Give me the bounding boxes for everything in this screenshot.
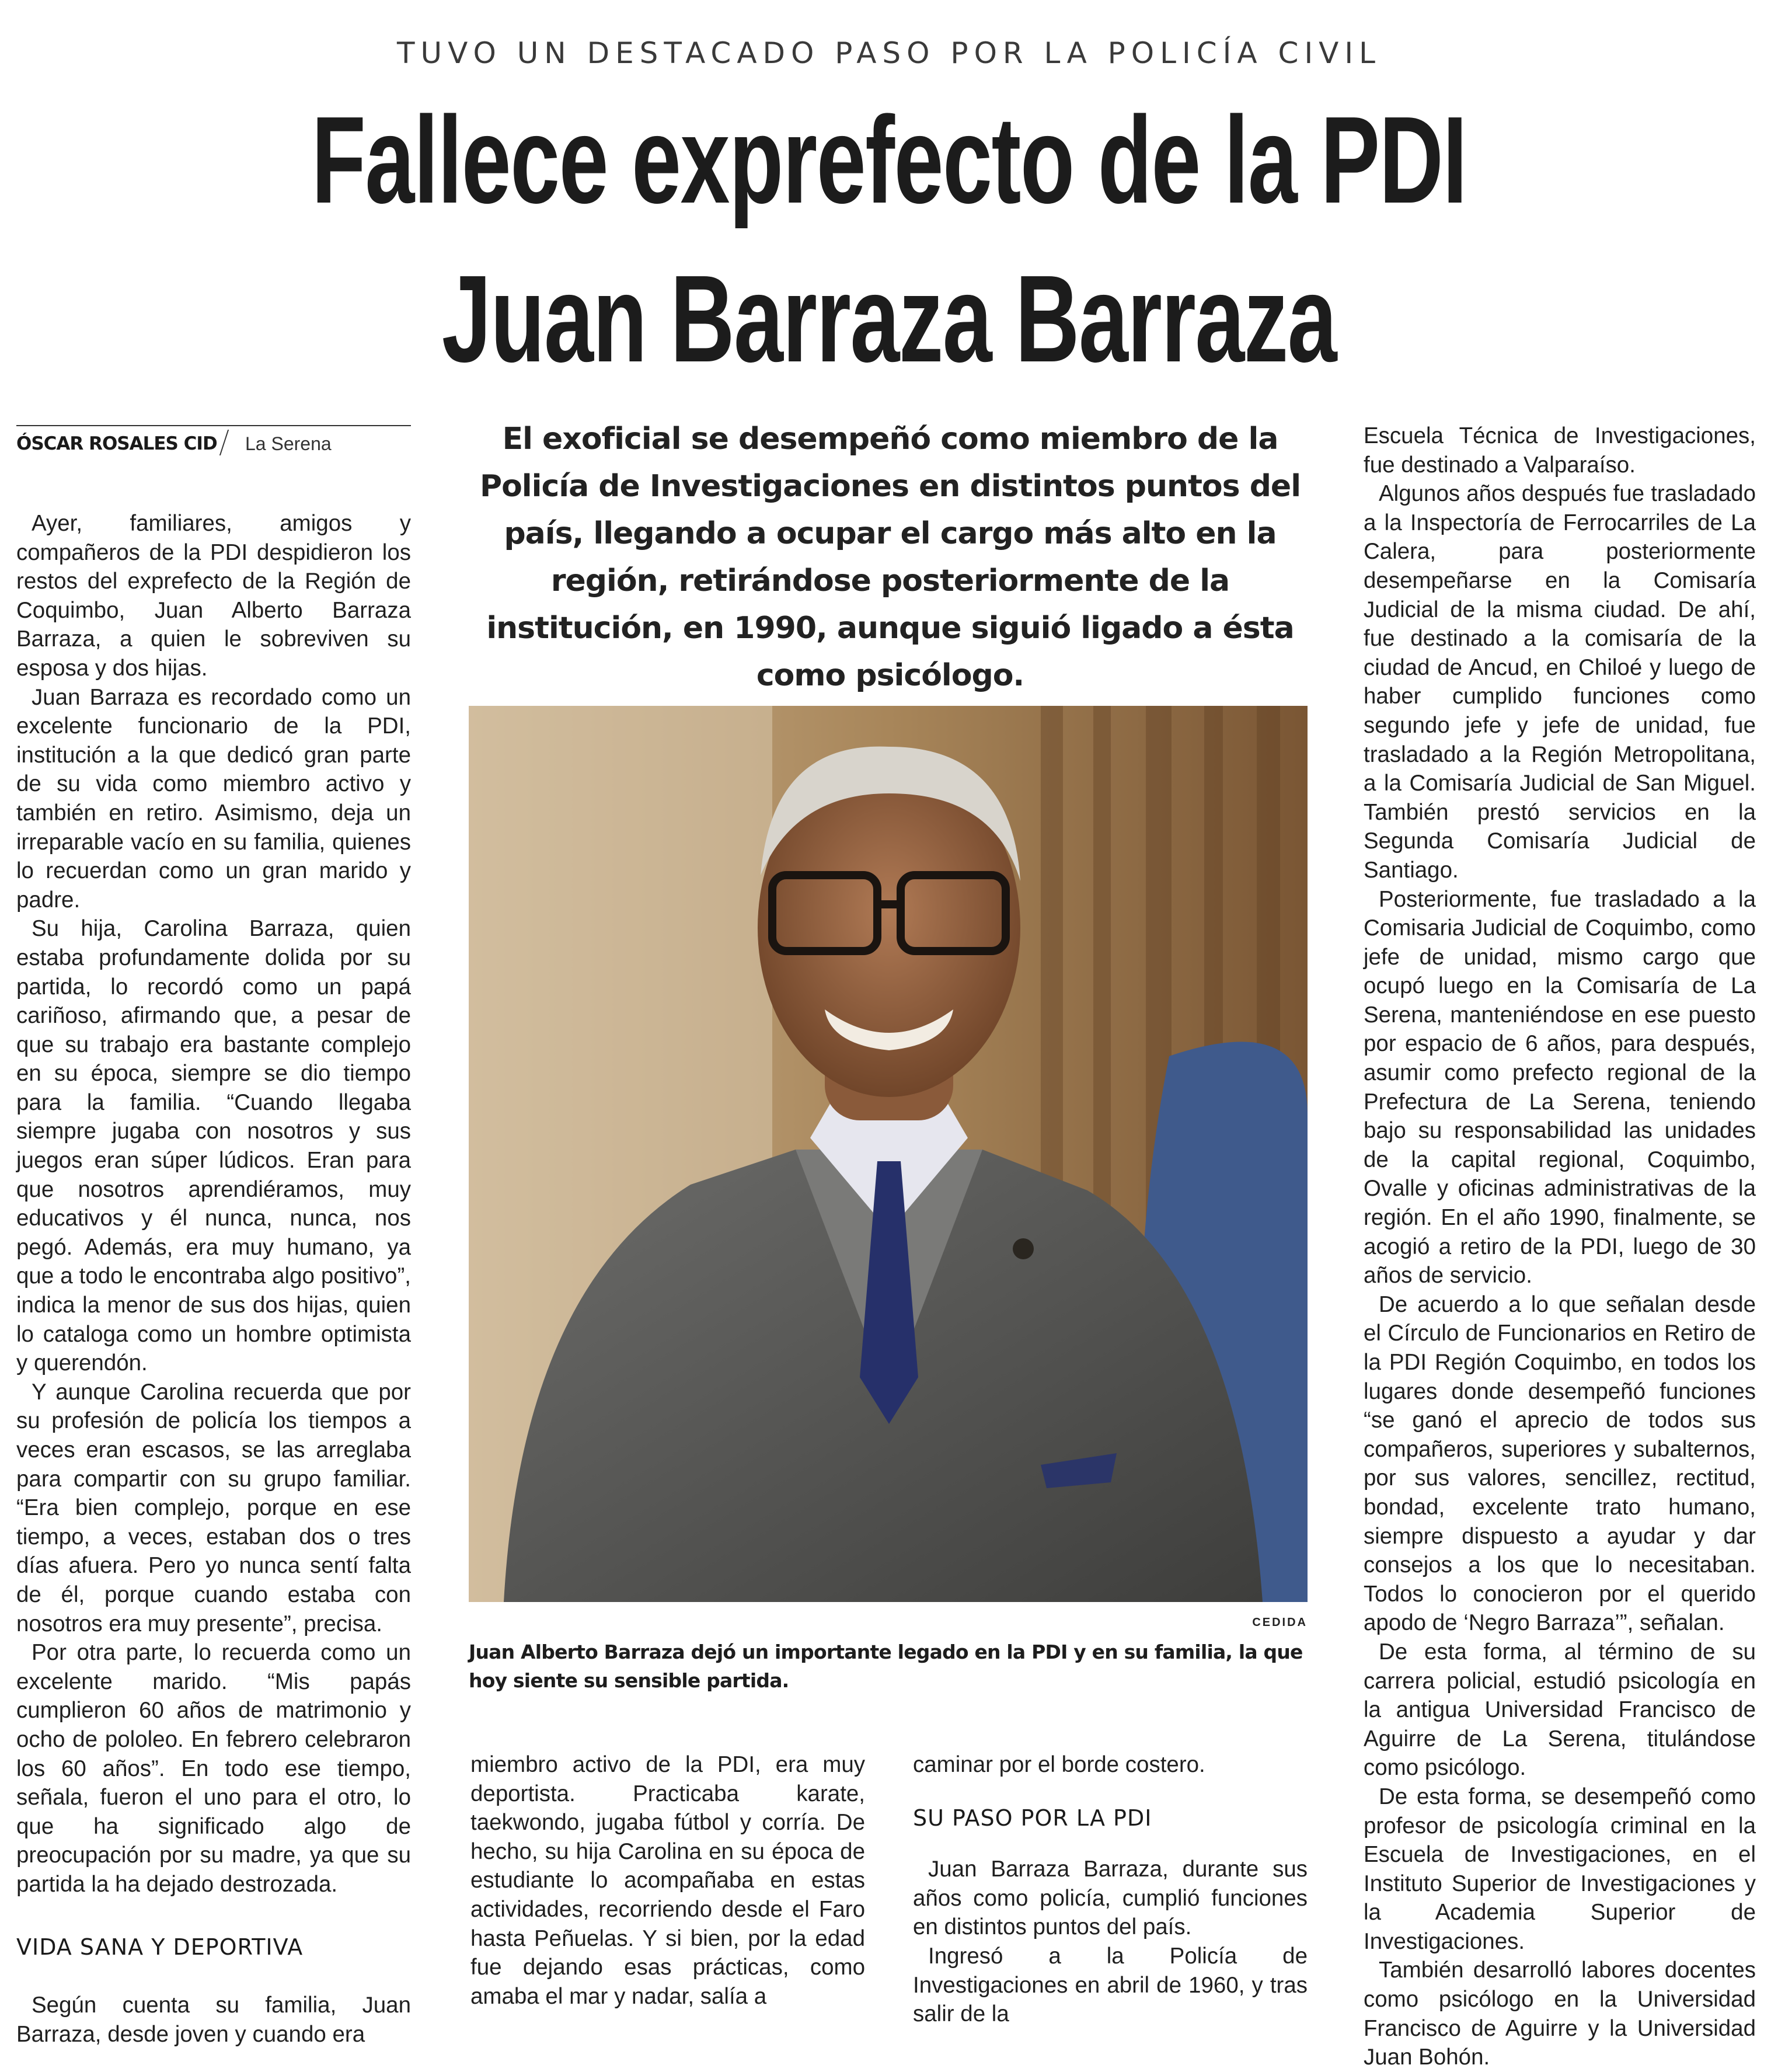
column-1-paragraph: Su hija, Carolina Barraza, quien estaba profundamente dolida por su partida, lo recordó como un papá cariñoso, afirmando que, a pesar de que su trabajo era bastante complejo en su época, siempre se dio tiempo para la familia. “Cuando llegaba siempre jugaba con nosotros y sus juegos eran súper lúdicos. Eran para que nosotros aprendiéramos, muy educativos y él nunca, nunca, nos pegó. Además, era muy humano, ya que a todo le encontraba algo positivo”, indica la menor de sus dos hijas, quien lo cataloga como un hombre optimista y querendón.	[16, 916, 411, 1376]
lead-paragraph: El exoficial se desempeñó como miembro de la Policía de Investigaciones en distintos puntos del país, llegando a ocupar el cargo más alto en la región, retirándose posteriormente de la institución, en 1990, aunque siguió ligado a ésta como psicólogo.	[479, 422, 1301, 693]
column-4-paragraph: De esta forma, se desempeñó como profesor de psicología criminal en la Escuela de Investigaciones, en el Instituto Superior de Investigaciones y la Academia Superior de Investigaciones.	[1364, 1784, 1756, 1954]
subhead-paso-pdi: SU PASO POR LA PDI	[913, 1805, 1152, 1831]
column-3	[913, 1750, 1308, 2029]
column-1-paragraph: Juan Barraza es recordado como un excelente funcionario de la PDI, institución a la que dedicó gran parte de su vida como miembro activo y también en retiro. Asimismo, deja un irreparable vacío en su familia, quienes lo recuerdan como un gran marido y padre.	[16, 684, 411, 913]
column-1-paragraph: Por otra parte, lo recuerda como un excelente marido. “Mis papás cumplieron 60 años de matrimonio y ocho de pololeo. En febrero celebraron los 60 años”. En todo ese tiempo, señala, fueron el uno para el otro, lo que ha significado algo de preocupación por su madre, ya que su partida la ha dejado destrozada.	[16, 1640, 411, 1897]
subhead-vida-sana: VIDA SANA Y DEPORTIVA	[16, 1934, 304, 1960]
column-4-paragraph: También desarrolló labores docentes como psicólogo en la Universidad Francisco de Aguirre y la Universidad Juan Bohón.	[1364, 1958, 1756, 2070]
kicker: TUVO UN DESTACADO PASO POR LA POLICÍA CIVIL	[396, 36, 1381, 70]
byline-author: ÓSCAR ROSALES CID	[16, 433, 217, 454]
headline	[249, 90, 1529, 416]
portrait-illustration	[469, 706, 1308, 1602]
column-1	[16, 509, 411, 2049]
headline-line-2: Juan Barraza Barraza	[441, 249, 1337, 388]
photo-caption: Juan Alberto Barraza dejó un importante legado en la PDI y en su familia, la que hoy siente su sensible partida.	[469, 1641, 1303, 1692]
photo-credit: CEDIDA	[1252, 1616, 1308, 1629]
portrait-photo	[469, 706, 1308, 1602]
byline-separator	[219, 430, 229, 455]
column-4	[1364, 422, 1756, 2072]
column-4-paragraph: Algunos años después fue trasladado a la Inspectoría de Ferrocarriles de La Calera, para posteriormente desempeñarse en la Comisaría Judicial de la misma ciudad. De ahí, fue destinado a la comisaría de la ciudad de Ancud, en Chiloé y luego de haber cumplido funciones como segundo jefe y jefe de unidad, fue trasladado a la Región Metropolitana, a la Comisaría Judicial de San Miguel. También prestó servicios en la Segunda Comisaría Judicial de Santiago.	[1364, 481, 1756, 883]
byline	[16, 425, 411, 460]
column-3-paragraph: Juan Barraza Barraza, durante sus años como policía, cumplió funciones en distintos puntos del país.	[913, 1857, 1308, 1940]
column-3-paragraph: Ingresó a la Policía de Investigaciones en abril de 1960, y tras salir de la	[913, 1943, 1308, 2027]
column-4-paragraph: Posteriormente, fue trasladado a la Comisaria Judicial de Coquimbo, como jefe de unidad, mismo cargo que ocupó luego en la Comisaría de La Serena, manteniéndose en ese puesto por espacio de 6 años, para después, asumir como prefecto regional de la Prefectura de La Serena, teniendo bajo su responsabilidad las unidades de la capital regional, Coquimbo, Ovalle y oficinas administrativas de la región. En el año 1990, finalmente, se acogió a retiro de la PDI, luego de 30 años de servicio.	[1364, 886, 1756, 1289]
column-4-paragraph: De esta forma, al término de su carrera policial, estudió psicología en la antigua Universidad Francisco de Aguirre de La Serena, titulándose como psicólogo.	[1364, 1639, 1756, 1781]
column-3-paragraph: caminar por el borde costero.	[913, 1752, 1205, 1777]
column-1-paragraph: Según cuenta su familia, Juan Barraza, desde joven y cuando era	[16, 1993, 411, 2047]
column-1-paragraph: Ayer, familiares, amigos y compañeros de la PDI despidieron los restos del exprefecto de la Región de Coquimbo, Juan Alberto Barraza Barraza, a quien le sobreviven su esposa y dos hijas.	[16, 511, 411, 681]
column-4-paragraph: Escuela Técnica de Investigaciones, fue destinado a Valparaíso.	[1364, 423, 1756, 478]
column-2-paragraph: miembro activo de la PDI, era muy deportista. Practicaba karate, taekwondo, jugaba fútbol y corría. De hecho, su hija Carolina en su época de estudiante lo acompañaba en estas actividades, recorriendo desde el Faro hasta Peñuelas. Y si bien, por la edad fue dejando esas prácticas, como amaba el mar y nadar, salía a	[470, 1752, 865, 2009]
column-1-paragraph: Y aunque Carolina recuerda que por su profesión de policía los tiempos a veces eran escasos, se las arreglaba para compartir con su grupo familiar. “Era bien complejo, porque en ese tiempo, a veces, estaban dos o tres días afuera. Pero yo nunca sentí falta de él, porque cuando estaba con nosotros era muy presente”, precisa.	[16, 1379, 411, 1636]
byline-city: La Serena	[245, 433, 332, 454]
column-2	[470, 1750, 865, 2011]
column-4-paragraph: De acuerdo a lo que señalan desde el Círculo de Funcionarios en Retiro de la PDI Región Coquimbo, en todos los lugares donde desempeñó funciones “se ganó el aprecio de todos sus compañeros, superiores y subalternos, por sus valores, sencillez, rectitud, bondad, excelente trato humano, siempre dispuesto a ayudar y dar consejos a los que lo necesitaban. Todos lo conocieron por el querido apodo de ‘Negro Barraza’”, señalan.	[1364, 1291, 1756, 1636]
headline-line-1: Fallece exprefecto de la PDI	[311, 90, 1467, 229]
